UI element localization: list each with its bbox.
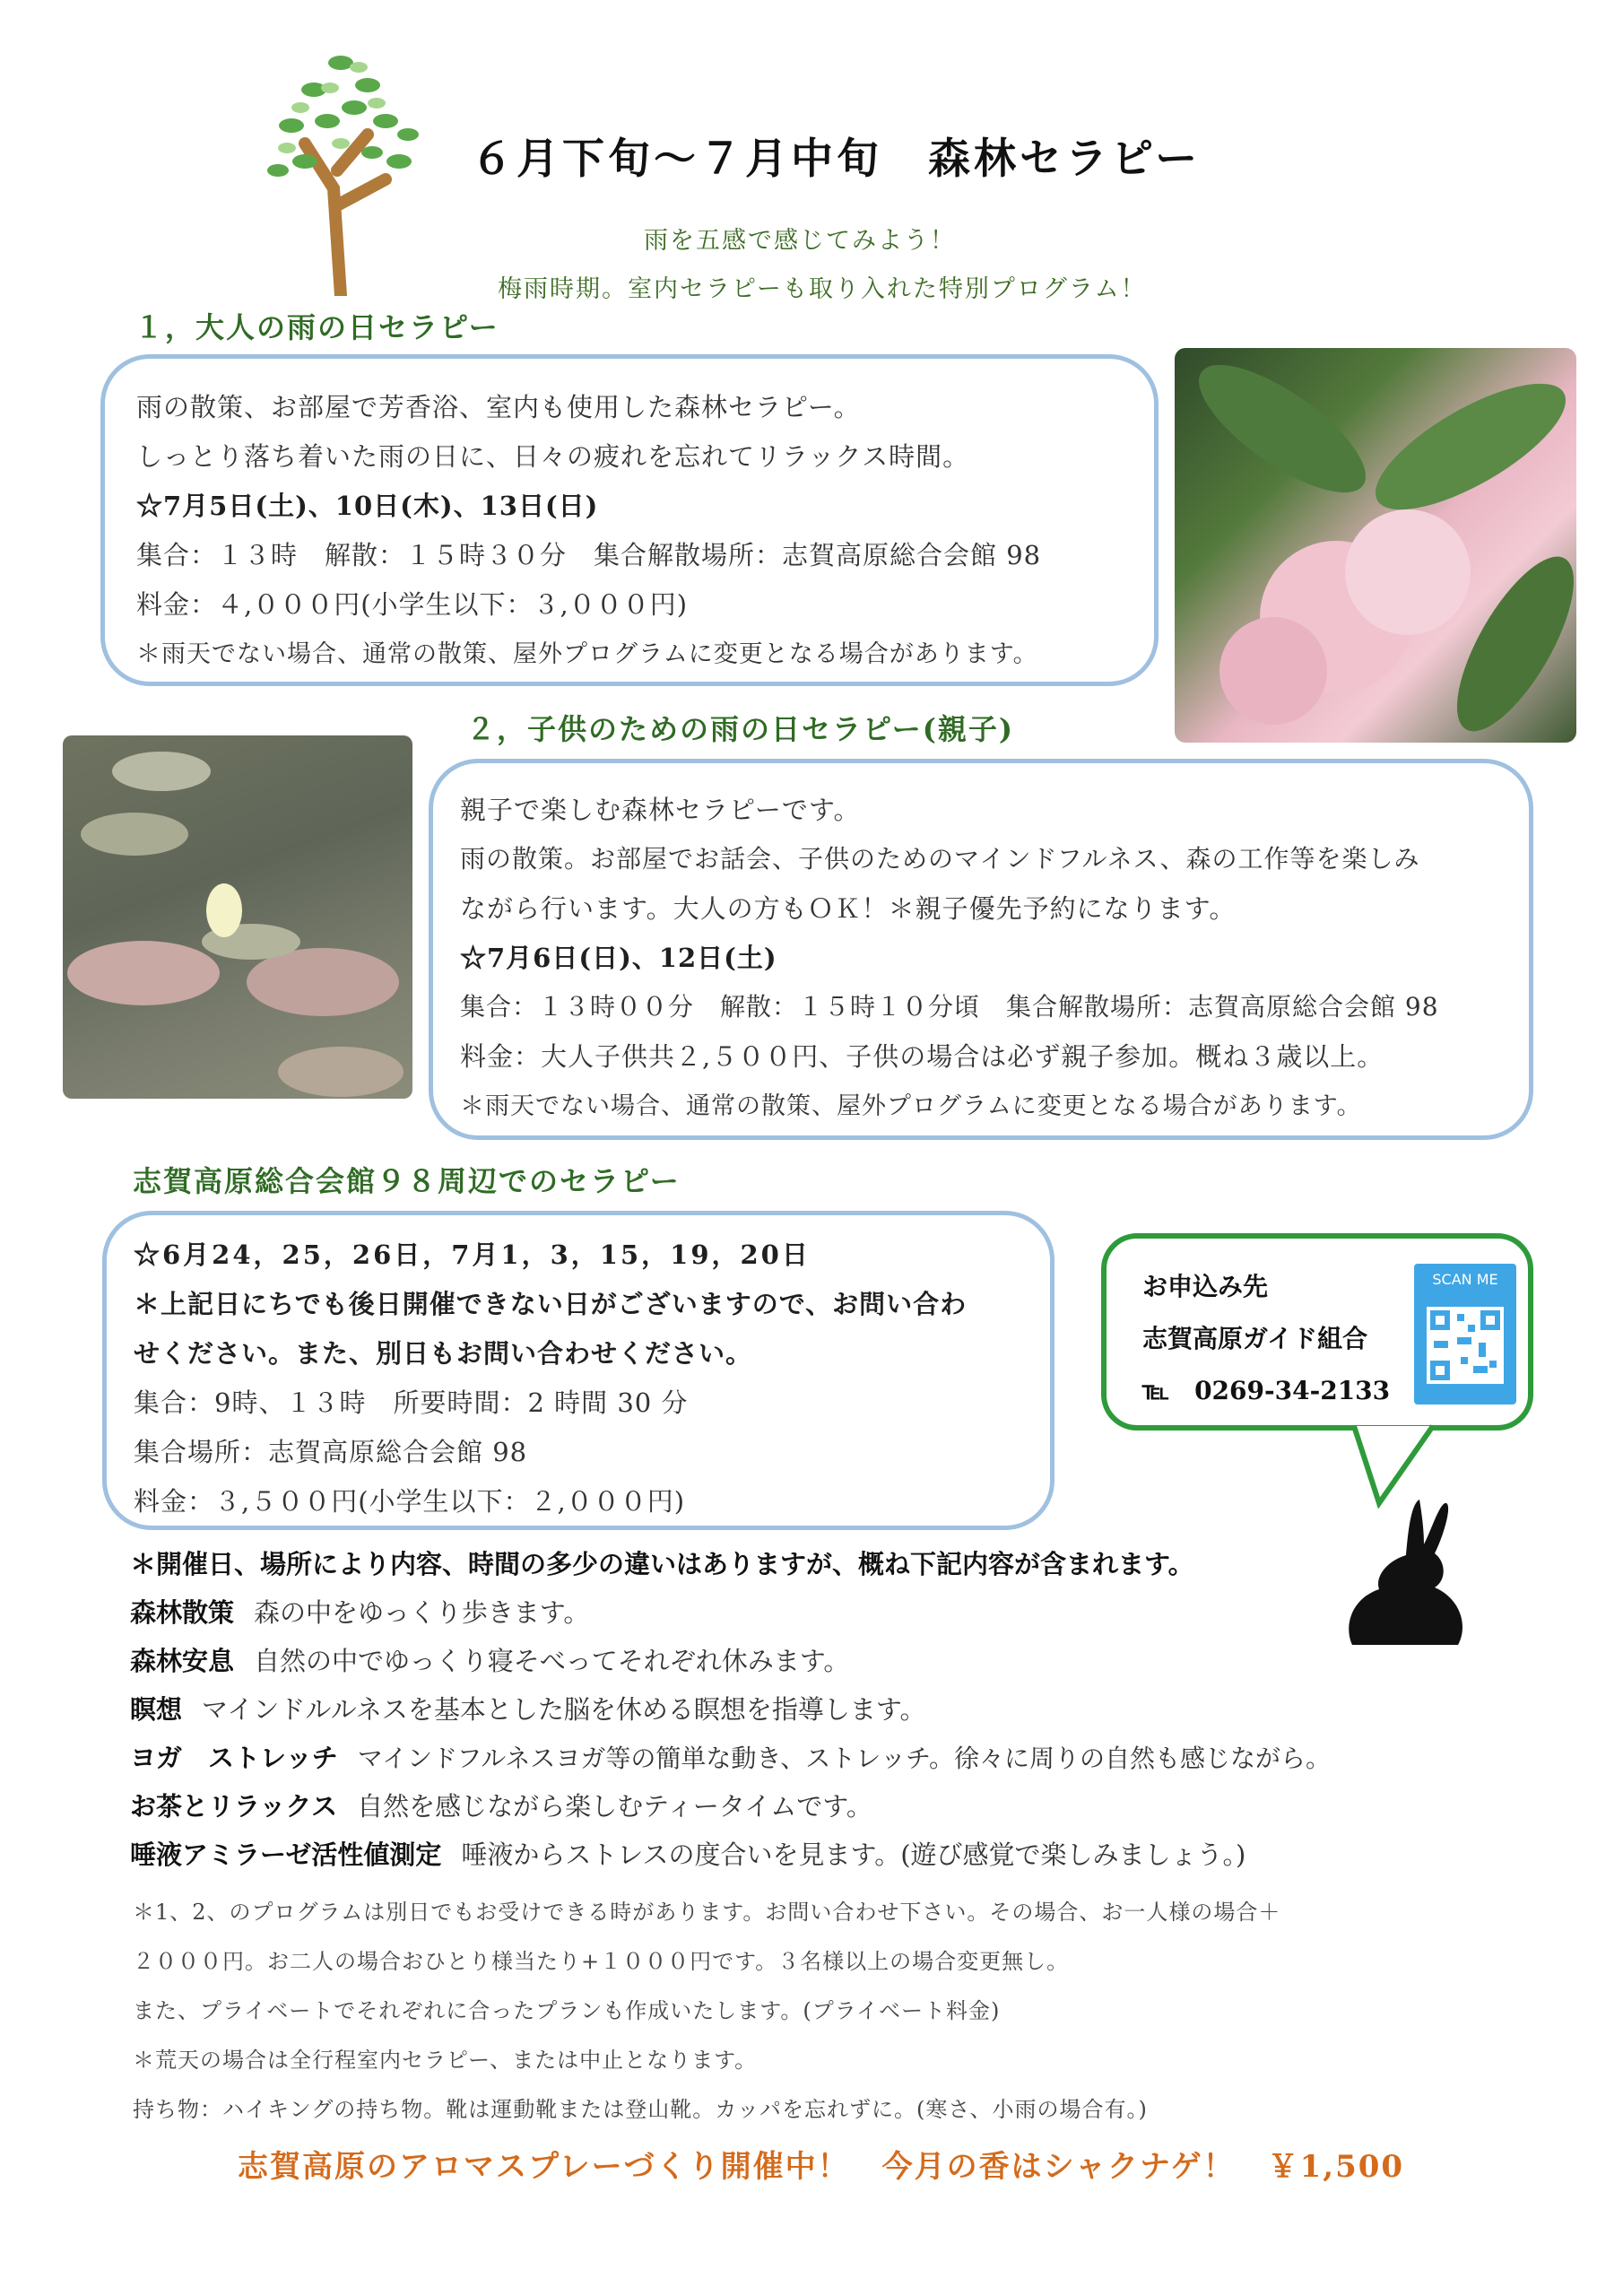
content-item-desc: マインドフルネスヨガ等の簡単な動き、ストレッチ。徐々に周りの自然も感じながら。 — [357, 1744, 1332, 1773]
qr-code-icon — [1427, 1307, 1504, 1384]
content-item — [130, 1641, 849, 1678]
content-item-desc: 自然の中でゆっくり寝そべってそれぞれ休みます。 — [254, 1646, 850, 1676]
section1-heading: １，大人の雨の日セラピー — [135, 310, 499, 344]
content-item — [130, 1593, 589, 1630]
content-item-name: 森林散策 — [130, 1597, 235, 1628]
content-item — [130, 1690, 926, 1726]
content-item-name: お茶とリラックス — [130, 1791, 338, 1822]
water-lily-photo — [63, 735, 412, 1099]
subtitle-line-2: 梅雨時期。室内セラピーも取り入れた特別プログラム！ — [498, 275, 1147, 303]
section3-heading: 志賀高原総合会館９８周辺でのセラピー — [133, 1164, 681, 1198]
content-item — [130, 1835, 1245, 1872]
content-item-desc: マインドルルネスを基本とした脳を休める瞑想を指導します。 — [202, 1694, 926, 1725]
rhododendron-photo — [1175, 348, 1576, 743]
section3-line: 集合場所：志賀高原総合会館 98 — [134, 1437, 528, 1467]
section3-line: 料金：３,５００円(小学生以下：２,０００円) — [134, 1486, 686, 1517]
section2-line: 集合：１３時００分 解散：１５時１０分頃 集合解散場所：志賀高原総合会館 98 — [460, 992, 1439, 1022]
section1-line: 料金：４,０００円(小学生以下：３,０００円) — [136, 589, 689, 620]
section3-dates: ☆6月24，25，26日，7月1，3，15，19，20日 — [134, 1239, 811, 1270]
section1-box — [100, 354, 1159, 686]
note-line: また、プライベートでそれぞれに合ったプランも作成いたします。(プライベート料金) — [133, 1998, 1001, 2023]
content-item-desc: 森の中をゆっくり歩きます。 — [254, 1597, 590, 1628]
content-item-name: 唾液アミラーゼ活性値測定 — [130, 1839, 442, 1870]
content-item-name: 瞑想 — [130, 1694, 183, 1725]
section2-line: 料金：大人子供共２,５００円、子供の場合は必ず親子参加。概ね３歳以上。 — [460, 1041, 1384, 1072]
content-item-name: 森林安息 — [130, 1646, 235, 1676]
contact-tel: ℡ 0269-34-2133 — [1142, 1376, 1391, 1405]
section2-box — [429, 759, 1533, 1140]
content-item-desc: 自然を感じながら楽しむティータイムです。 — [357, 1791, 872, 1822]
content-item — [130, 1787, 872, 1823]
section2-heading: ２，子供のための雨の日セラピー(親子) — [466, 712, 1015, 746]
section2-dates: ☆7月6日(日)、12日(土) — [460, 943, 777, 973]
section3-line: 集合：9時、１３時 所要時間：2 時間 30 分 — [134, 1387, 689, 1418]
footer-banner: 志賀高原のアロマスプレーづくり開催中！ 今月の香はシャクナゲ！ ￥1,500 — [238, 2149, 1405, 2185]
contents-intro: ＊開催日、場所により内容、時間の多少の違いはありますが、概ね下記内容が含まれます。 — [130, 1549, 1194, 1579]
section1-line: しっとり落ち着いた雨の日に、日々の疲れを忘れてリラックス時間。 — [136, 441, 970, 472]
qr-code[interactable] — [1414, 1264, 1516, 1405]
section3-note: せください。また、別日もお問い合わせください。 — [134, 1338, 753, 1369]
content-item — [130, 1738, 1331, 1775]
contact-org: 志賀高原ガイド組合 — [1142, 1324, 1368, 1353]
subtitle-line-1: 雨を五感で感じてみよう！ — [644, 227, 956, 255]
section3-note: ＊上記日にちでも後日開催できない日がございますので、お問い合わ — [134, 1289, 968, 1319]
section3-box — [102, 1211, 1055, 1530]
tree-illustration — [251, 36, 430, 296]
section1-note: ＊雨天でない場合、通常の散策、屋外プログラムに変更となる場合があります。 — [136, 640, 1038, 668]
note-line: ２０００円。お二人の場合おひとり様当たり+１０００円です。３名様以上の場合変更無し。 — [133, 1949, 1070, 1974]
qr-scan-label: SCAN ME — [1432, 1271, 1498, 1288]
page-title: ６月下旬～７月中旬 森林セラピー — [471, 135, 1202, 184]
note-line: ＊1、2、のプログラムは別日でもお受けできる時があります。お問い合わせ下さい。その場合、お一人様の場合＋ — [133, 1900, 1281, 1925]
note-line: 持ち物：ハイキングの持ち物。靴は運動靴または登山靴。カッパを忘れずに。(寒さ、小雨の場合有。) — [133, 2097, 1148, 2122]
section2-line: 親子で楽しむ森林セラピーです。 — [460, 795, 861, 825]
rabbit-icon — [1334, 1491, 1478, 1652]
section1-dates: ☆7月5日(土)、10日(木)、13日(日) — [136, 491, 599, 521]
section2-line: 雨の散策。お部屋でお話会、子供のためのマインドフルネス、森の工作等を楽しみ — [460, 844, 1420, 874]
section1-line: 集合：１３時 解散：１５時３０分 集合解散場所：志賀高原総合会館 98 — [136, 540, 1042, 570]
contact-label: お申込み先 — [1142, 1272, 1269, 1301]
section1-line: 雨の散策、お部屋で芳香浴、室内も使用した森林セラピー。 — [136, 392, 861, 422]
section2-line: ながら行います。大人の方もＯＫ！＊親子優先予約になります。 — [460, 893, 1237, 924]
section2-note: ＊雨天でない場合、通常の散策、屋外プログラムに変更となる場合があります。 — [460, 1092, 1362, 1120]
note-line: ＊荒天の場合は全行程室内セラピー、または中止となります。 — [133, 2048, 758, 2073]
content-item-desc: 唾液からストレスの度合いを見ます。(遊び感覚で楽しみましょう。) — [461, 1839, 1246, 1870]
content-item-name: ヨガ ストレッチ — [130, 1743, 338, 1773]
